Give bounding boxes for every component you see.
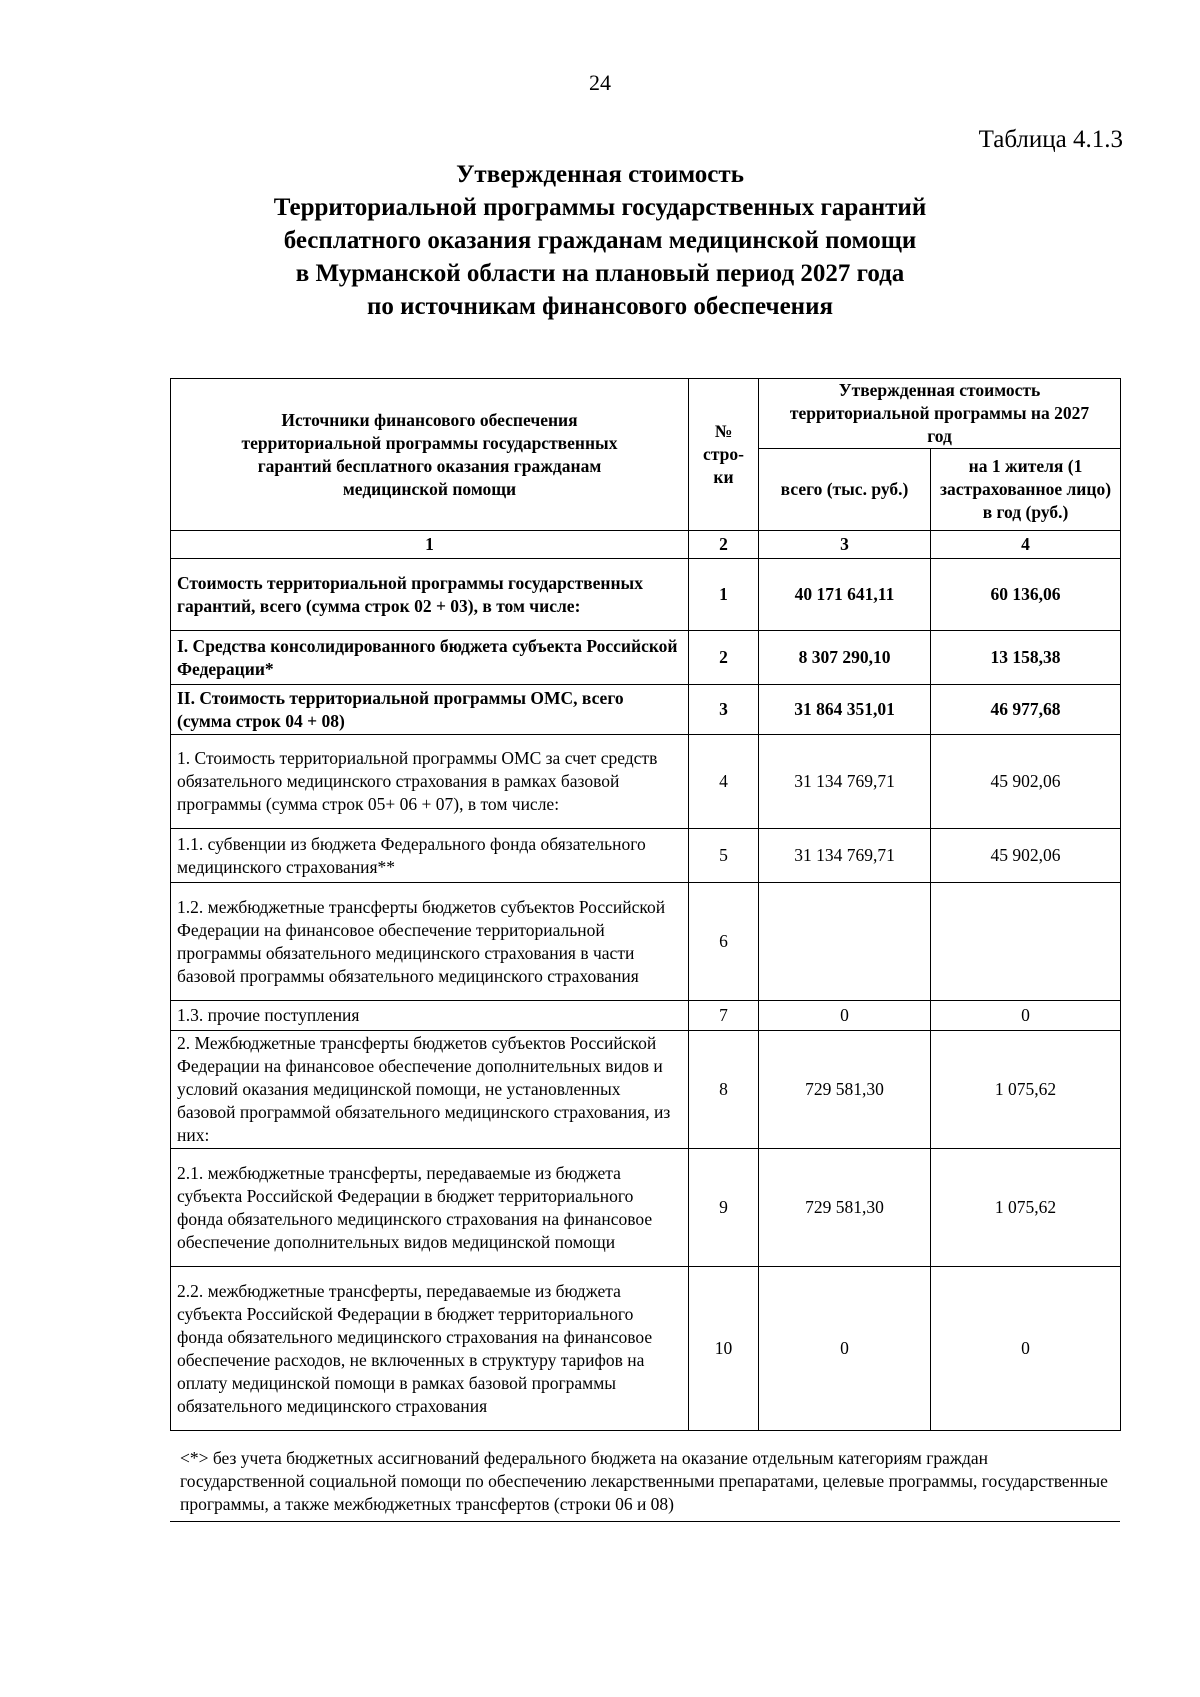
row-per-capita: 1 075,62: [931, 1149, 1121, 1267]
table-row: [171, 1149, 1121, 1267]
row-label: 2.2. межбюджетные трансферты, передаваемые из бюджета субъекта Российской Федерации в бюджет территориального фонда обязательного медицинского страхования на финансовое обеспечение расходов, не включенных в структуру тарифов на оплату медицинской помощи в рамках базовой программы обязательного медицинского страхования: [171, 1267, 689, 1431]
footnote-divider: [170, 1521, 1120, 1522]
row-label: II. Стоимость территориальной программы ОМС, всего (сумма строк 04 + 08): [171, 685, 689, 735]
header-per-capita: на 1 жителя (1 застрахованное лицо) в год (руб.): [931, 449, 1121, 531]
table-row: [171, 1267, 1121, 1431]
row-total: 31 134 769,71: [759, 829, 931, 883]
table-row: [171, 559, 1121, 631]
row-per-capita: 60 136,06: [931, 559, 1121, 631]
table-row: [171, 1031, 1121, 1149]
row-number: 4: [689, 735, 759, 829]
title-line: Утвержденная стоимость: [456, 161, 744, 188]
row-total: 0: [759, 1267, 931, 1431]
row-label: Стоимость территориальной программы государственных гарантий, всего (сумма строк 02 + 03), в том числе:: [171, 559, 689, 631]
title-line: бесплатного оказания гражданам медицинской помощи: [283, 227, 917, 254]
document-title: [150, 158, 1050, 323]
row-total: 0: [759, 1001, 931, 1031]
row-total: 31 134 769,71: [759, 735, 931, 829]
row-number: 3: [689, 685, 759, 735]
title-line: в Мурманской области на плановый период 2027 года: [295, 260, 905, 287]
table-caption: Таблица 4.1.3: [978, 126, 1123, 153]
table-row: [171, 735, 1121, 829]
row-total: 729 581,30: [759, 1149, 931, 1267]
row-label: I. Средства консолидированного бюджета субъекта Российской Федерации*: [171, 631, 689, 685]
title-line: по источникам финансового обеспечения: [366, 293, 834, 320]
column-number: 3: [759, 531, 931, 559]
row-per-capita: 45 902,06: [931, 829, 1121, 883]
row-label: 2.1. межбюджетные трансферты, передаваемые из бюджета субъекта Российской Федерации в бюджет территориального фонда обязательного медицинского страхования на финансовое обеспечение дополнительных видов медицинской помощи: [171, 1149, 689, 1267]
financing-table: [170, 378, 1121, 1431]
header-total: всего (тыс. руб.): [759, 449, 931, 531]
table-row: [171, 685, 1121, 735]
row-label: 2. Межбюджетные трансферты бюджетов субъектов Российской Федерации на финансовое обеспечение дополнительных видов и условий оказания медицинской помощи, не установленных базовой программой обязательного медицинского страхования, из них:: [171, 1031, 689, 1149]
table-row: [171, 631, 1121, 685]
table-row: [171, 1001, 1121, 1031]
row-total: 8 307 290,10: [759, 631, 931, 685]
row-per-capita: 45 902,06: [931, 735, 1121, 829]
column-number: 2: [689, 531, 759, 559]
row-total: 729 581,30: [759, 1031, 931, 1149]
page-number: 24: [589, 70, 611, 95]
row-label: 1.1. субвенции из бюджета Федерального фонда обязательного медицинского страхования**: [171, 829, 689, 883]
row-per-capita: [931, 883, 1121, 1001]
header-sources: Источники финансового обеспечения территориальной программы государственных гарантий бесплатного оказания гражданам медицинской помощи: [171, 379, 689, 531]
row-total: 31 864 351,01: [759, 685, 931, 735]
header-cost-group: Утвержденная стоимость территориальной программы на 2027 год: [759, 379, 1121, 449]
column-number: 4: [931, 531, 1121, 559]
row-per-capita: 1 075,62: [931, 1031, 1121, 1149]
row-number: 1: [689, 559, 759, 631]
header-row-number: № стро- ки: [689, 379, 759, 531]
row-number: 5: [689, 829, 759, 883]
row-number: 9: [689, 1149, 759, 1267]
table-row: [171, 883, 1121, 1001]
title-line: Территориальной программы государственных гарантий: [273, 194, 927, 221]
column-number: 1: [171, 531, 689, 559]
row-number: 2: [689, 631, 759, 685]
row-per-capita: 13 158,38: [931, 631, 1121, 685]
row-number: 6: [689, 883, 759, 1001]
row-total: 40 171 641,11: [759, 559, 931, 631]
footnote: <*> без учета бюджетных ассигнований федерального бюджета на оказание отдельным категориям граждан государственной социальной помощи по обеспечению лекарственными препаратами, целевые программы, государственные программы, а также межбюджетных трансфертов (строки 06 и 08): [180, 1448, 1108, 1514]
row-label: 1. Стоимость территориальной программы ОМС за счет средств обязательного медицинского страхования в рамках базовой программы (сумма строк 05+ 06 + 07), в том числе:: [171, 735, 689, 829]
row-number: 7: [689, 1001, 759, 1031]
row-per-capita: 46 977,68: [931, 685, 1121, 735]
table-row: [171, 829, 1121, 883]
row-number: 8: [689, 1031, 759, 1149]
row-label: 1.3. прочие поступления: [171, 1001, 689, 1031]
row-per-capita: 0: [931, 1001, 1121, 1031]
row-per-capita: 0: [931, 1267, 1121, 1431]
row-total: [759, 883, 931, 1001]
row-label: 1.2. межбюджетные трансферты бюджетов субъектов Российской Федерации на финансовое обеспечение территориальной программы обязательного медицинского страхования в части базовой программы обязательного медицинского страхования: [171, 883, 689, 1001]
row-number: 10: [689, 1267, 759, 1431]
